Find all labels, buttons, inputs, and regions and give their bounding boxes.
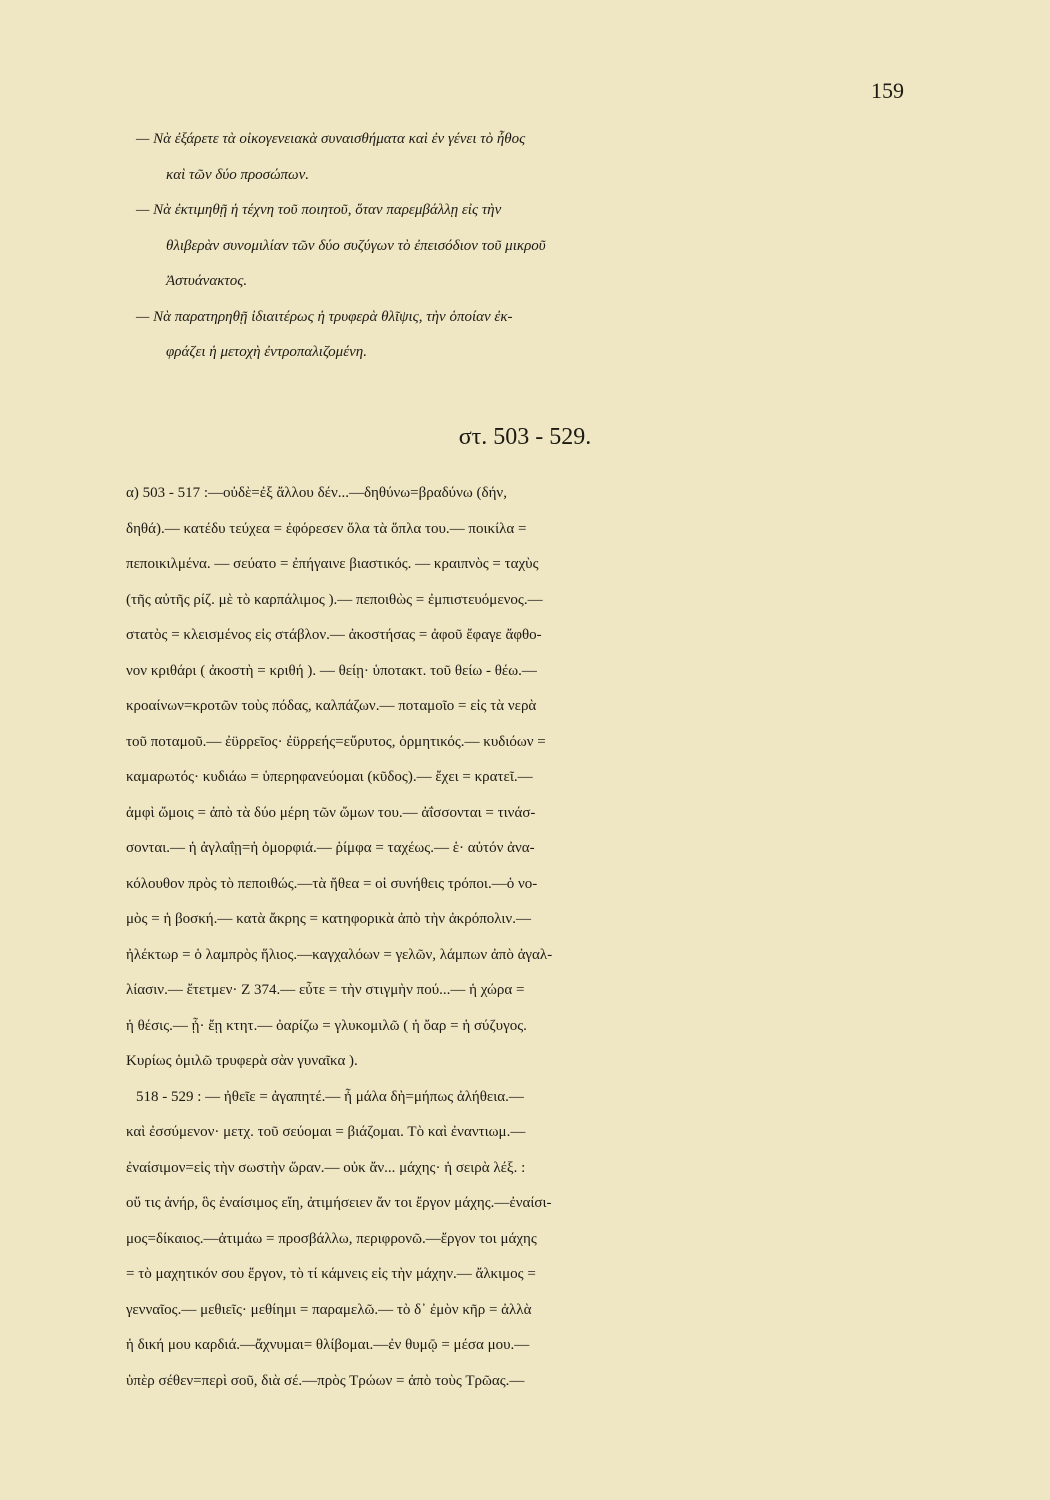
note-line: δηθά).— κατέδυ τεύχεα = ἐφόρεσεν ὅλα τὰ ὅπλα του.— ποικίλα = [126, 520, 527, 537]
note-line: στατὸς = κλεισμένος εἰς στάβλον.— ἀκοστήσας = ἀφοῦ ἔφαγε ἄφθο- [126, 627, 542, 643]
note-line: (τῆς αὐτῆς ρίζ. μὲ τὸ καρπάλιμος ).— πεποιθὼς = ἐμπιστευόμενος.— [126, 591, 543, 608]
note-line: ὑπὲρ σέθεν=περὶ σοῦ, διὰ σέ.—πρὸς Τρώων = ἀπὸ τοὺς Τρῶας.— [126, 1372, 525, 1389]
note-line: νον κριθάρι ( ἀκοστὴ = κριθή ). — θείῃ· ὑποτακτ. τοῦ θείω - θέω.— [126, 662, 537, 679]
question-line: — Νὰ ἐξάρετε τὰ οἰκογενειακὰ συναισθήματα καὶ ἐν γένει τὸ ἦθος [136, 131, 526, 147]
note-line: κροαίνων=κροτῶν τοὺς πόδας, καλπάζων.— ποταμοῖο = εἰς τὰ νερὰ [126, 698, 537, 714]
note-line: 518 - 529 : — ἠθεῖε = ἀγαπητέ.— ἦ μάλα δὴ=μήπως ἀλήθεια.— [136, 1088, 524, 1105]
note-line: κόλουθον πρὸς τὸ πεποιθώς.—τὰ ἤθεα = οἱ συνήθεις τρόποι.—ὁ νο- [126, 875, 538, 892]
note-line: ἡ δική μου καρδιά.—ἄχνυμαι= θλίβομαι.—ἐν θυμῷ = μέσα μου.— [126, 1337, 530, 1353]
question-line: — Νὰ ἐκτιμηθῇ ἡ τέχνη τοῦ ποιητοῦ, ὅταν παρεμβάλλῃ εἰς τὴν [136, 202, 502, 218]
note-line: ἠλέκτωρ = ὁ λαμπρὸς ἥλιος.—καγχαλόων = γελῶν, λάμπων ἀπὸ ἀγαλ- [126, 946, 553, 963]
note-line: α) 503 - 517 :—οὐδὲ=ἐξ ἄλλου δέν...—δηθύνω=βραδύνω (δήν, [126, 485, 507, 501]
note-line: = τὸ μαχητικόν σου ἔργον, τὸ τί κάμνεις εἰς τὴν μάχην.— ἄλκιμος = [126, 1266, 536, 1282]
section-heading: στ. 503 - 529. [458, 424, 592, 450]
note-line: καὶ ἐσσύμενον· μετχ. τοῦ σεύομαι = βιάζομαι. Τὸ καὶ ἐναντιωμ.— [126, 1124, 526, 1140]
note-line: καμαρωτός· κυδιάω = ὑπερηφανεύομαι (κῦδος).— ἔχει = κρατεῖ.— [126, 769, 533, 785]
note-line: οὔ τις ἀνήρ, ὃς ἐναίσιμος εἴη, ἀτιμήσειεν ἄν τοι ἔργον μάχης.—ἐναίσι- [126, 1195, 552, 1211]
note-line: ἐναίσιμον=εἰς τὴν σωστὴν ὥραν.— οὐκ ἄν... μάχης· ἡ σειρὰ λέξ. : [126, 1159, 526, 1176]
page-number: 159 [871, 78, 904, 103]
question-line: θλιβερὰν συνομιλίαν τῶν δύο συζύγων τὸ ἐπεισόδιον τοῦ μικροῦ [166, 237, 546, 254]
note-line: ἡ θέσις.— ᾗ· ἔῃ κτητ.— ὀαρίζω = γλυκομιλῶ ( ἡ ὄαρ = ἡ σύζυγος. [126, 1017, 527, 1034]
question-line: φράζει ἡ μετοχὴ ἐντροπαλιζομένη. [166, 344, 367, 360]
question-line: Ἀστυάνακτος. [166, 273, 248, 289]
question-line: — Νὰ παρατηρηθῇ ἰδιαιτέρως ἡ τρυφερὰ θλῖψις, τὴν ὁποίαν ἐκ- [136, 308, 513, 325]
note-line: τοῦ ποταμοῦ.— ἐϋρρεῖος· ἐϋρρεής=εὔρυτος, ὁρμητικός.— κυδιόων = [126, 733, 546, 750]
note-line: λίασιν.— ἔτετμεν· Ζ 374.— εὖτε = τὴν στιγμὴν πού...— ἡ χώρα = [126, 982, 525, 998]
note-line: γενναῖος.— μεθιεῖς· μεθίημι = παραμελῶ.— τὸ δ᾽ ἐμὸν κῆρ = ἀλλὰ [126, 1301, 532, 1318]
questions-block [126, 122, 890, 371]
note-line: πεποικιλμένα. — σεύατο = ἐπήγαινε βιαστικός. — κραιπνὸς = ταχὺς [126, 556, 539, 572]
note-line: Κυρίως ὁμιλῶ τρυφερὰ σὰν γυναῖκα ). [126, 1053, 358, 1069]
note-line: ἀμφὶ ὤμοις = ἀπὸ τὰ δύο μέρη τῶν ὤμων του.— ἀΐσσονται = τινάσ- [126, 804, 536, 821]
question-line: καὶ τῶν δύο προσώπων. [166, 166, 310, 183]
note-line: μος=δίκαιος.—ἀτιμάω = προσβάλλω, περιφρονῶ.—ἔργον τοι μάχης [126, 1230, 537, 1247]
note-line: μὸς = ἡ βοσκή.— κατὰ ἄκρης = κατηφορικὰ ἀπὸ τὴν ἀκρόπολιν.— [126, 911, 531, 927]
note-line: σονται.— ἡ ἀγλαΐῃ=ἡ ὀμορφιά.— ῥίμφα = ταχέως.— ἑ· αὐτόν ἀνα- [126, 840, 535, 856]
glossary-notes [126, 476, 890, 1399]
